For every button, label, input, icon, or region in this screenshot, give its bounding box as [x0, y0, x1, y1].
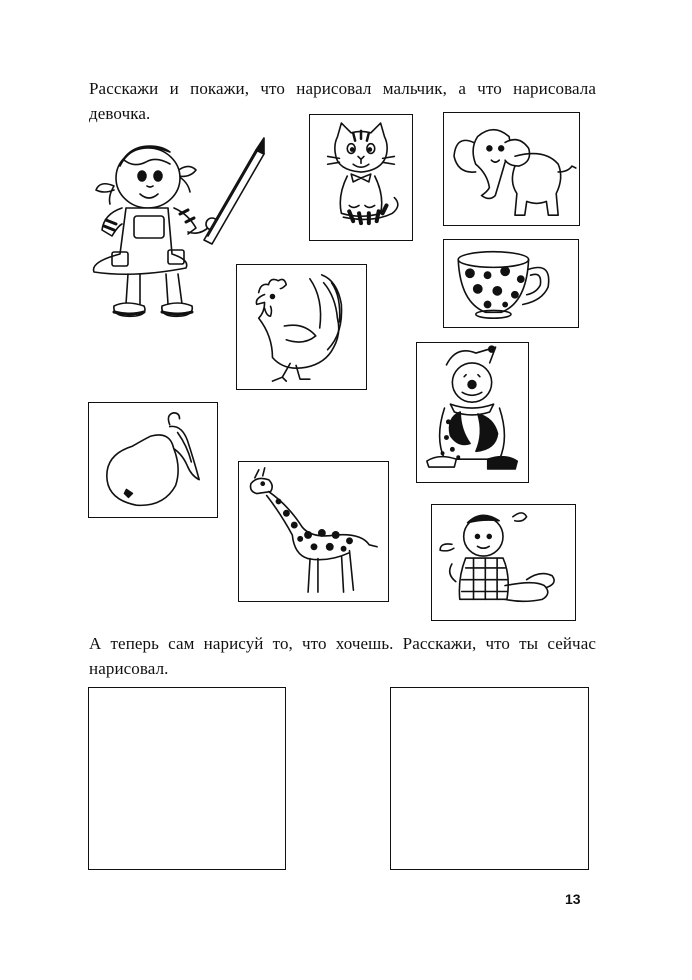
drawing-box-right[interactable]: [390, 687, 589, 870]
clown-toy-icon: [417, 343, 528, 482]
elephant-icon: [444, 113, 579, 225]
instruction-bottom: А теперь сам нарисуй то, что хочешь. Расскажи, что ты сейчас нарисовал.: [89, 634, 596, 678]
page-number: 13: [565, 891, 581, 907]
picture-pear[interactable]: [88, 402, 218, 518]
picture-rooster[interactable]: [236, 264, 367, 390]
instruction-top: Расскажи и покажи, что нарисовал мальчик, а что нарисовала девочка.: [89, 79, 596, 123]
cat-icon: [310, 115, 412, 240]
cup-icon: [444, 240, 578, 327]
drawing-box-left[interactable]: [88, 687, 286, 870]
rooster-icon: [237, 265, 366, 389]
picture-doll[interactable]: [431, 504, 576, 621]
picture-cup[interactable]: [443, 239, 579, 328]
picture-elephant[interactable]: [443, 112, 580, 226]
giraffe-icon: [239, 462, 388, 601]
picture-clown-toy[interactable]: [416, 342, 529, 483]
picture-cat[interactable]: [309, 114, 413, 241]
picture-giraffe[interactable]: [238, 461, 389, 602]
doll-icon: [432, 505, 575, 620]
pear-icon: [89, 403, 217, 517]
